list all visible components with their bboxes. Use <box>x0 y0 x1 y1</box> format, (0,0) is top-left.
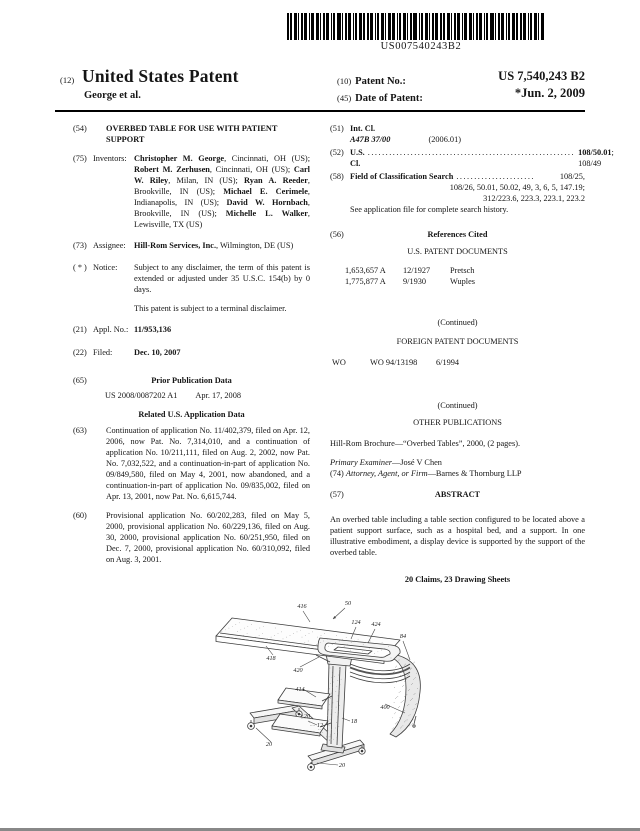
int-cl-date: (2006.01) <box>428 135 461 144</box>
abstract-heading: (57) ABSTRACT <box>330 490 481 499</box>
notice-text: Subject to any disclaimer, the term of this patent is extended or adjusted under 35 U.S.C. 154(b) by 0 days. <box>134 263 310 294</box>
attorney-name: —Barnes & Thornburg LLP <box>427 469 522 478</box>
other-publication-entry: Hill-Rom Brochure—“Overbed Tables”, 2000, (2 pages). <box>330 439 521 448</box>
field-63-continuation <box>73 425 310 502</box>
us-cl-label: U.S. Cl. <box>350 148 365 168</box>
field-54-title <box>73 123 310 145</box>
us-patent-doc-row <box>330 265 585 276</box>
svg-text:400: 400 <box>380 704 390 711</box>
svg-text:418: 418 <box>266 655 276 662</box>
barcode <box>287 13 555 40</box>
kind-code-field: (12) <box>60 75 75 85</box>
svg-text:424: 424 <box>371 621 381 628</box>
field-52-us-cl: (52) U.S. Cl. .......................................................... 108/50.01; 108/49 <box>330 148 614 168</box>
field-num: (57) <box>330 490 344 499</box>
field-num: (73) <box>73 241 87 250</box>
field-notice <box>73 262 310 314</box>
field-num: (75) <box>73 154 87 163</box>
inventors-label: Inventors: <box>93 154 127 163</box>
filed-value: Dec. 10, 2007 <box>134 348 181 357</box>
barcode-number: US007540243B2 <box>380 41 462 52</box>
svg-text:420: 420 <box>293 667 303 674</box>
field-num: (63) <box>73 426 87 435</box>
field-73-assignee <box>73 240 310 251</box>
us-patent-docs-heading: U.S. PATENT DOCUMENTS <box>407 247 508 256</box>
left-column <box>73 123 310 565</box>
svg-text:20: 20 <box>303 713 311 720</box>
doc-country: WO <box>332 358 346 367</box>
filed-label: Filed: <box>93 348 113 357</box>
claims-line: 20 Claims, 23 Drawing Sheets <box>404 575 511 584</box>
foreign-docs-heading: FOREIGN PATENT DOCUMENTS <box>396 337 519 346</box>
svg-text:18: 18 <box>350 718 358 725</box>
continuation-text: Continuation of application No. 11/402,379, filed on Apr. 12, 2006, now Pat. No. 7,314,010, and a continuation of application No. 10/211,111, filed on Aug. 2, 2002, now Pat. No. 7,032,522, and a continuation-in-part of application No. 09/849,580, filed on May 4, 2001, now abandoned, and a continuation-in-part of application No. 09/835,002, filed on Apr. 13, 2001, now Pat. No. 6,615,744. <box>106 426 310 501</box>
prior-publication-heading: (65) Prior Publication Data <box>73 376 232 385</box>
field-75-inventors <box>73 153 310 230</box>
references-cited-heading: (56) References Cited <box>330 230 488 239</box>
field-num: (58) <box>330 172 344 181</box>
abstract-text: An overbed table including a table section configured to be located above a patient support surface, such as a hospital bed, and a support. In one illustrative embodiment, a display device is supported by the support of the overbed table. <box>330 515 585 557</box>
side-basket <box>350 654 420 737</box>
assignee-location: , Wilmington, DE (US) <box>216 241 294 250</box>
search-label: Field of Classification Search <box>350 172 454 181</box>
field-num: (65) <box>73 376 87 385</box>
provisional-text: Provisional application No. 60/202,283, filed on May 5, 2000, provisional application No. 60/229,136, filed on Aug. 30, 2000, provisional application No. 60/251,950, filed on Dec. 7, 2000, provisional application No. 60/310,092, filed on Aug. 3, 2001. <box>106 511 310 564</box>
field-num: (52) <box>330 148 344 157</box>
attorney-line: (74) Attorney, Agent, or Firm—Barnes & Thornburg LLP <box>330 469 522 478</box>
patent-figure-svg <box>170 596 470 826</box>
prior-publication-row <box>73 390 310 401</box>
doc-name: Pretsch <box>450 266 475 275</box>
field-num: (54) <box>73 124 87 133</box>
doc-number: WO 94/13198 <box>370 358 418 367</box>
dot-leader: .......................................................... <box>367 148 576 157</box>
appl-no-label: Appl. No.: <box>93 325 129 334</box>
patent-no-label: Patent No.: <box>355 76 406 87</box>
svg-text:124: 124 <box>351 619 361 626</box>
examiner-line: Primary Examiner—José V Chen <box>330 458 442 467</box>
patent-no-field: (10) <box>337 76 352 86</box>
field-22-filed <box>73 347 310 358</box>
inventor-short-name: George et al. <box>84 90 141 101</box>
date-field: (45) <box>337 93 352 103</box>
svg-text:20: 20 <box>265 741 273 748</box>
examiner-name: —José V Chen <box>391 458 442 467</box>
dot-leader: ...................... <box>456 172 535 181</box>
doc-date: 9/1930 <box>403 277 427 286</box>
doc-number: 1,775,877 A <box>345 277 386 286</box>
inventors-list: Christopher M. George, Cincinnati, OH (US); Robert M. Zerhusen, Cincinnati, OH (US); Carl W. Riley, Milan, IN (US); Ryan A. Reeder, Brookville, IN (US); Michael E. Cerimele, Indianapolis, IN (US); David W. Hornbach, Brookville, IN (US); Michelle L. Walker, Lewisville, TX (US) <box>134 154 311 229</box>
doc-number: 1,653,657 A <box>345 266 386 275</box>
field-num: (74) <box>330 469 344 478</box>
search-note: See application file for complete search history. <box>350 205 509 214</box>
doc-name: Wuples <box>450 277 476 286</box>
field-num: (22) <box>73 348 87 357</box>
patent-no-value: US 7,540,243 B2 <box>498 69 585 83</box>
notice-label: Notice: <box>93 263 118 272</box>
search-cont-2: 312/223.6, 223.3, 223.1, 223.2 <box>483 194 585 203</box>
doc-date: 12/1927 <box>403 266 431 275</box>
int-cl-code: A47B 37/00 <box>350 135 391 144</box>
patent-date-row <box>337 88 585 106</box>
field-num: (21) <box>73 325 87 334</box>
us-patent-doc-row <box>330 276 585 287</box>
notice-terminal-disclaimer: This patent is subject to a terminal disclaimer. <box>134 304 287 313</box>
header-rule <box>55 110 585 112</box>
publication-date: Apr. 17, 2008 <box>195 391 242 400</box>
svg-text:414: 414 <box>295 686 305 693</box>
right-column <box>330 123 614 585</box>
foreign-doc-row <box>330 357 585 368</box>
field-58-search: (58) Field of Classification Search ...................... 108/25, 108/26, 50.01, 50.02, 49, 3, 6, 5, 147.19; 312/223.6, 223.3, 223.1, 223.2 See application file for complete search history. <box>330 172 585 214</box>
us-cl-value: 108/50.01 <box>578 148 612 157</box>
field-num: ( * ) <box>73 263 87 272</box>
svg-text:84: 84 <box>399 633 407 640</box>
date-label: Date of Patent: <box>355 93 423 104</box>
publication-number: US 2008/0087202 A1 <box>105 391 178 400</box>
assignee-label: Assignee: <box>93 241 126 250</box>
related-data-heading: Related U.S. Application Data <box>138 410 245 419</box>
patent-figure <box>170 596 470 826</box>
field-num: (56) <box>330 230 344 239</box>
other-publications-heading: OTHER PUBLICATIONS <box>413 418 502 427</box>
continued-note: (Continued) <box>437 401 478 410</box>
svg-text:12: 12 <box>316 722 324 729</box>
field-num: (60) <box>73 511 87 520</box>
field-num: (51) <box>330 124 344 133</box>
invention-title: OVERBED TABLE FOR USE WITH PATIENT SUPPORT <box>106 124 278 144</box>
svg-text:416: 416 <box>297 603 307 610</box>
svg-text:20: 20 <box>338 762 346 769</box>
doc-date: 6/1994 <box>436 358 460 367</box>
appl-no-value: 11/953,136 <box>134 325 172 334</box>
int-cl-label: Int. Cl. <box>350 124 376 133</box>
page-title: United States Patent <box>82 66 239 86</box>
search-cont-1: 108/26, 50.01, 50.02, 49, 3, 6, 5, 147.19; <box>449 183 585 192</box>
field-21-appl-no <box>73 324 310 335</box>
svg-text:50: 50 <box>344 600 352 607</box>
date-value: *Jun. 2, 2009 <box>514 86 585 100</box>
field-51-int-cl <box>330 123 585 145</box>
continued-note: (Continued) <box>437 318 478 327</box>
assignee-name: Hill-Rom Services, Inc. <box>134 241 217 250</box>
field-60-provisional <box>73 510 310 565</box>
